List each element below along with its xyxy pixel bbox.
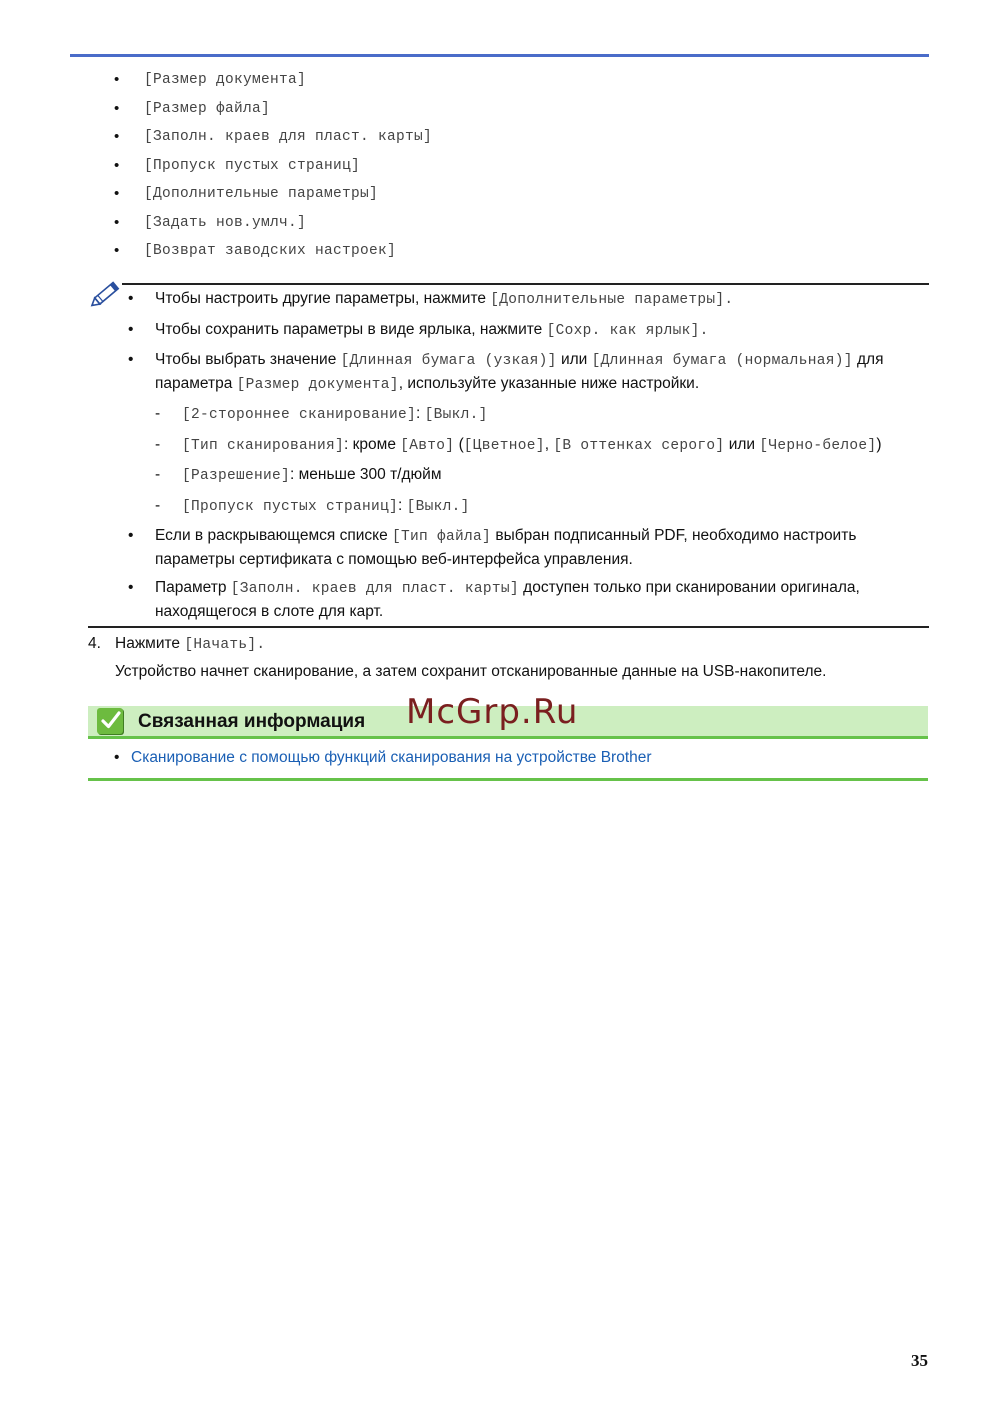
menu-path: [Длинная бумага (узкая)] (340, 353, 557, 369)
note-item (128, 349, 928, 518)
menu-path: [Цветное] (463, 437, 545, 454)
note-text: или (556, 351, 592, 368)
menu-path: [Заполн. краев для пласт. карты] (230, 581, 519, 597)
sub-list (155, 403, 928, 518)
bullet: • (114, 749, 120, 766)
menu-path: [Разрешение] (182, 468, 291, 484)
menu-path: [Тип файла] (392, 529, 492, 545)
note-text: . (699, 322, 709, 339)
step-text: Нажмите (115, 635, 185, 652)
menu-path: [Выкл.] (406, 498, 470, 515)
menu-path: [Начать] (184, 637, 257, 653)
menu-path: [Авто] (400, 437, 455, 454)
note-item (128, 319, 928, 343)
note-text: или (724, 435, 760, 453)
menu-path: [Сохр. как ярлык] (546, 322, 700, 339)
related-info-header (88, 692, 928, 737)
menu-path: [Дополнительные параметры] (490, 292, 725, 308)
note-text: : меньше 300 т/дюйм (290, 466, 442, 483)
note-text: Чтобы настроить другие параметры, нажмите (155, 290, 491, 307)
menu-path: [Выкл.] (424, 407, 488, 423)
step-instruction (115, 633, 265, 656)
watermark: McGrp.Ru (406, 692, 579, 732)
note-text: ) (876, 435, 882, 453)
note-text: Если в раскрывающемся списке (155, 527, 393, 544)
top-rule (70, 54, 929, 57)
step-number: 4. (88, 635, 101, 652)
menu-path: [Размер документа] (236, 376, 399, 393)
note-text: для параметра (155, 351, 884, 392)
settings-item: • [Пропуск пустых страниц] (114, 152, 432, 181)
checkmark-icon (97, 708, 123, 734)
related-info-rule (88, 736, 928, 739)
note-list (128, 288, 928, 629)
note-text: : кроме (344, 435, 401, 453)
step-text: . (256, 637, 266, 653)
note-text: выбран подписанный PDF, необходимо настроить параметры сертификата с помощью веб-интерфейса управления. (155, 527, 857, 568)
settings-list (114, 66, 432, 266)
sub-item (155, 434, 928, 458)
settings-item: • [Размер документа] (114, 66, 432, 95)
settings-item: • [Задать нов.умлч.] (114, 209, 432, 238)
page-number: 35 (911, 1351, 928, 1370)
note-text: ( (454, 435, 464, 453)
pencil-icon (90, 275, 126, 309)
note-text: Параметр (155, 579, 231, 596)
note-text: доступен только при сканировании оригинала, находящегося в слоте для карт. (155, 579, 860, 620)
step-description: Устройство начнет сканирование, а затем сохранит отсканированные данные на USB-накопителе. (115, 663, 827, 680)
note-item (128, 288, 928, 312)
related-bottom-rule (88, 778, 928, 781)
note-text: : (416, 405, 425, 422)
settings-item: • [Возврат заводских настроек] (114, 237, 432, 266)
settings-item: • [Дополнительные параметры] (114, 180, 432, 209)
note-text: , используйте указанные ниже настройки. (398, 374, 700, 392)
sub-item (155, 403, 928, 427)
related-info-title: Связанная информация (138, 711, 366, 732)
settings-item: • [Заполн. краев для пласт. карты] (114, 123, 432, 152)
note-text: : (398, 496, 407, 514)
sub-item (155, 464, 928, 488)
settings-item: • [Размер файла] (114, 95, 432, 124)
menu-path: [Тип сканирования] (182, 437, 345, 454)
note-rule-top (122, 283, 929, 285)
related-link[interactable]: Сканирование с помощью функций сканирования на устройстве Brother (131, 749, 652, 766)
note-item (128, 577, 928, 622)
menu-path: [Пропуск пустых страниц] (182, 498, 399, 515)
menu-path: [Черно-белое] (759, 437, 877, 454)
menu-path: [2-стороннее сканирование] (182, 407, 417, 423)
note-rule-bottom (88, 626, 929, 628)
menu-path: [В оттенках серого] (553, 437, 725, 454)
note-item (128, 525, 928, 570)
note-text: Чтобы сохранить параметры в виде ярлыка, нажмите (155, 320, 547, 338)
menu-path: [Длинная бумага (нормальная)] (591, 353, 853, 369)
note-text: Чтобы выбрать значение (155, 351, 341, 368)
note-text: , (544, 435, 554, 453)
note-text: . (724, 292, 734, 308)
sub-item (155, 495, 928, 519)
